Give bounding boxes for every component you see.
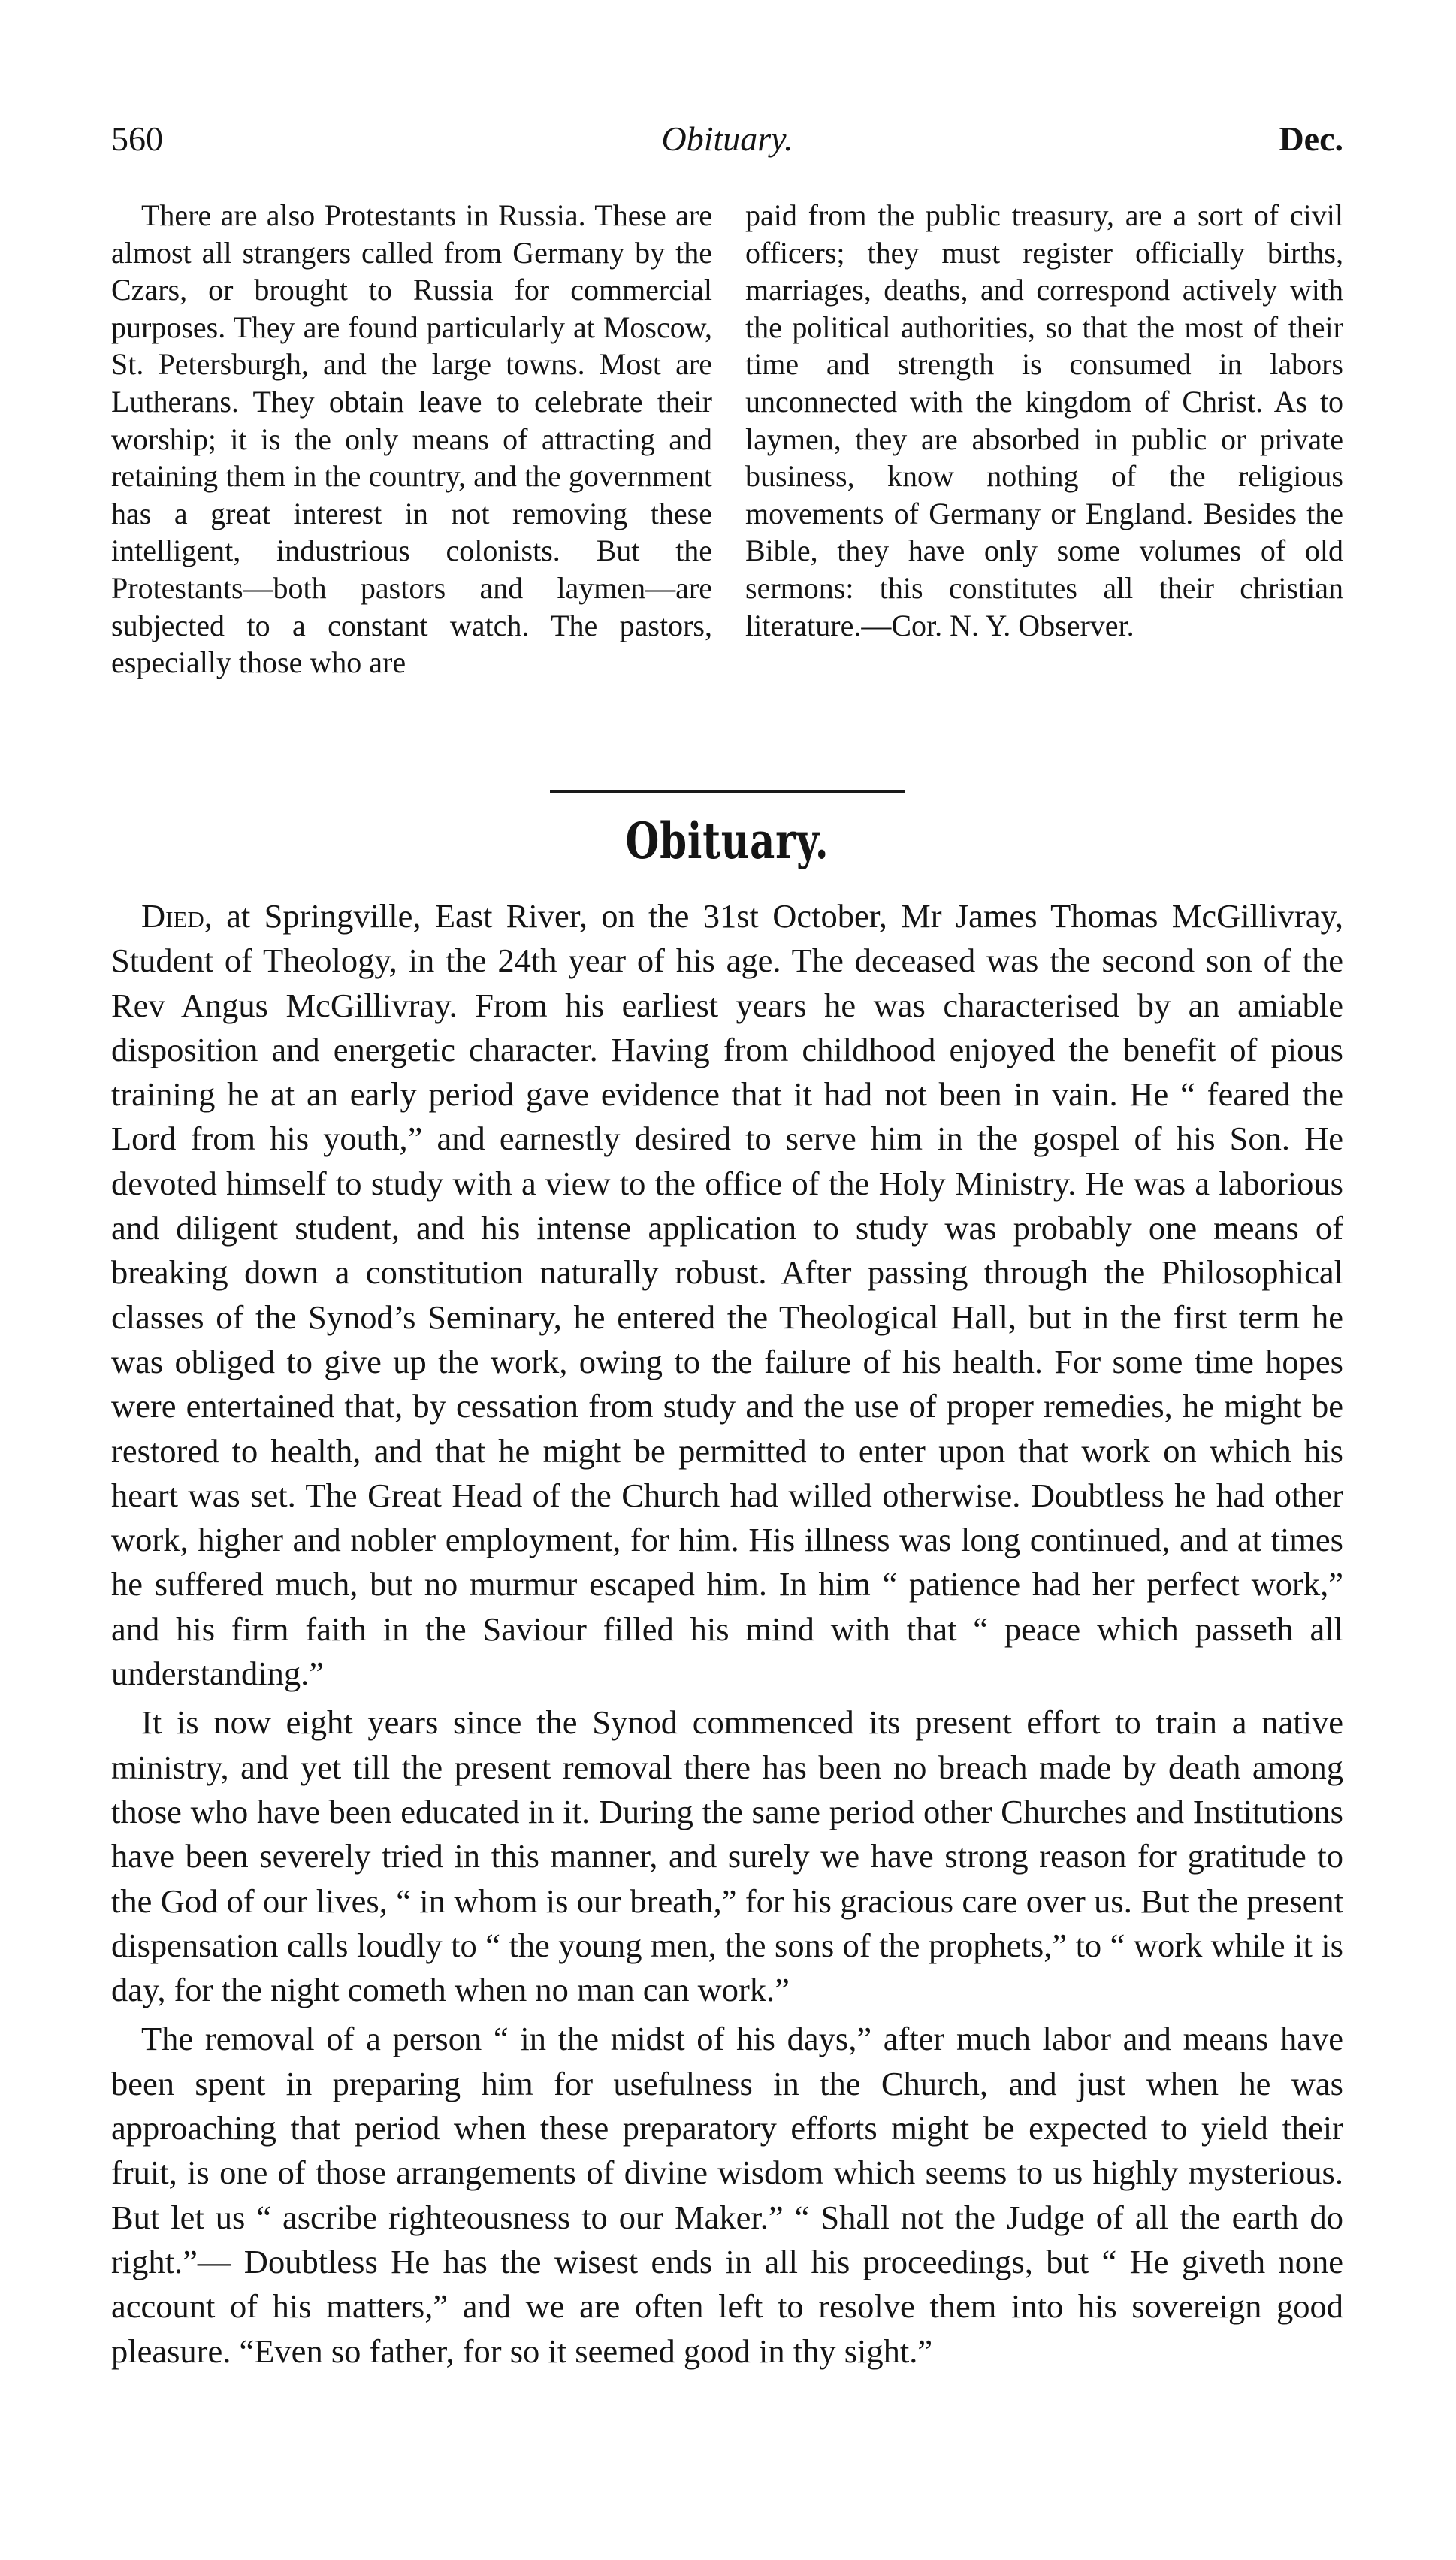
- right-column-text: paid from the public treasury, are a sort of civil officers; they must register officially births, marriages, deaths, and correspond actively with the political authorities, so that the most of their time and strength is consumed in labors unconnected with the kingdom of Christ. As to laymen, they are absorbed in public or private business, know nothing of the religious movements of Germany or England. Besides the Bible, they have only some volumes of old sermons: this constitutes all their christian literature.—Cor. N. Y. Observer.: [745, 198, 1343, 642]
- paragraph-1-text: , at Springville, East River, on the 31st October, Mr James Thomas McGillivray, Student of Theology, in the 24th year of his age. The deceased was the second son of the Rev Angus McGillivray. From his earliest years he was characterised by an amiable disposition and energetic character. Having from childhood enjoyed the benefit of pious training he at an early period gave evidence that it had not been in vain. He “ feared the Lord from his youth,” and earnestly desired to serve him in the gospel of his Son. He devoted himself to study with a view to the office of the Holy Ministry. He was a laborious and diligent student, and his intense application to study was probably one means of breaking down a constitution naturally robust. After passing through the Philosophical classes of the Synod’s Seminary, he entered the Theological Hall, but in the first term he was obliged to give up the work, owing to the failure of his health. For some time hopes were entertained that, by cessation from study and the use of proper remedies, he might be restored to health, and that he might be permitted to enter upon that work on which his heart was set. The Great Head of the Church had willed otherwise. Doubtless he had other work, higher and nobler employment, for him. His illness was long continued, and at times he suffered much, but no murmur escaped him. In him “ patience had her perfect work,” and his firm faith in the Saviour filled his mind with that “ peace which passeth all understanding.”: [111, 897, 1343, 1693]
- page-number: 560: [111, 119, 163, 158]
- running-title: Obituary.: [661, 119, 793, 158]
- obituary-heading: Obituary.: [625, 812, 829, 870]
- header-month: Dec.: [1279, 119, 1343, 158]
- obituary-paragraph-1: [111, 894, 1343, 1696]
- section-divider: [550, 790, 905, 793]
- obituary-paragraph-2: It is now eight years since the Synod commenced its present effort to train a native ministry, and yet till the present removal there has been no breach made by death among those who have been educated in it. During the same period other Churches and Institutions have been severely tried in this manner, and surely we have strong reason for gratitude to the God of our lives, “ in whom is our breath,” for his gracious care over us. But the present dispensation calls loudly to “ the young men, the sons of the prophets,” to “ work while it is day, for the night cometh when no man can work.”: [111, 1703, 1343, 2009]
- two-column-article: [111, 197, 1343, 753]
- obituary-body: [111, 894, 1343, 2374]
- obituary-paragraph-3: The removal of a person “ in the midst of his days,” after much labor and means have been spent in preparing him for usefulness in the Church, and just when he was approaching that period when these preparatory efforts might be expected to yield their fruit, is one of those arrangements of divine wisdom which seems to us highly mysterious. But let us “ ascribe righteousness to our Maker.” “ Shall not the Judge of all the earth do right.”— Doubtless He has the wisest ends in all his proceedings, but “ He giveth none account of his matters,” and we are often left to resolve them into his sovereign good pleasure. “Even so father, for so it seemed good in thy sight.”: [111, 2020, 1343, 2370]
- left-column-text: There are also Protestants in Russia. These are almost all strangers called from Germany by the Czars, or brought to Russia for commercial purposes. They are found particularly at Moscow, St. Petersburgh, and the large towns. Most are Lutherans. They obtain leave to celebrate their worship; it is the only means of attracting and retaining them in the country, and the government has a great interest in not removing these intelligent, industrious colonists. But the Protestants—both pastors and laymen—are subjected to a constant watch. The pastors, especially those who are: [111, 198, 712, 680]
- running-header: [111, 119, 1343, 171]
- lead-word: Died: [141, 897, 204, 935]
